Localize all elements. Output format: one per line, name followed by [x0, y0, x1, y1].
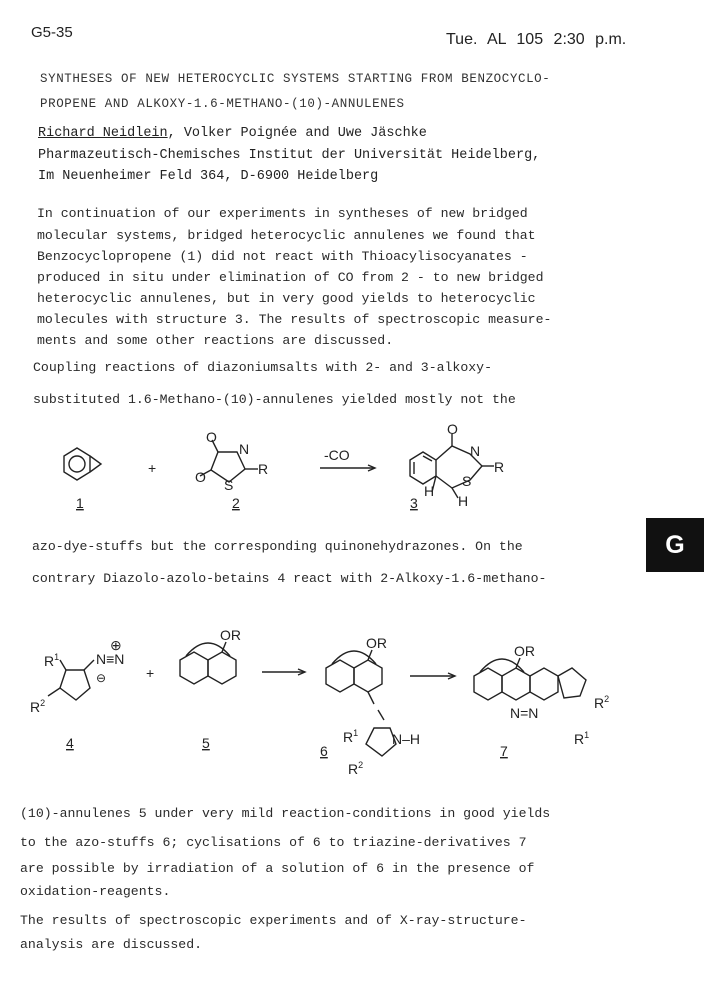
compound-number: 2 — [232, 495, 240, 511]
abstract-line: azo-dye-stuffs but the corresponding quinonehydrazones. On the — [32, 539, 523, 554]
atom-label: OR — [366, 635, 387, 651]
abstract-line: substituted 1.6-Methano-(10)-annulenes yielded mostly not the — [33, 392, 516, 407]
abstract-line: In continuation of our experiments in syntheses of new bridged — [37, 206, 528, 221]
atom-label: OR — [220, 627, 241, 643]
atom-label: $R^1$ — [574, 730, 590, 747]
section-tab: G — [646, 518, 704, 572]
presenting-author: Richard Neidlein — [38, 126, 168, 141]
plus-sign: + — [148, 460, 157, 476]
reagent-label: -CO — [324, 447, 350, 463]
abstract-line: are possible by irradiation of a solution of 6 in the presence of — [20, 861, 535, 876]
structure-triazine-product — [474, 658, 586, 700]
plus-sign: + — [146, 665, 155, 681]
abstract-line: (10)-annulenes 5 under very mild reaction-conditions in good yields — [20, 806, 551, 821]
abstract-line: analysis are discussed. — [20, 937, 203, 952]
atom-label: S — [462, 473, 472, 489]
atom-label: O — [206, 429, 217, 445]
atom-label: OR — [514, 643, 535, 659]
abstract-line: Benzocyclopropene (1) did not react with Thioacylisocyanates - — [37, 249, 528, 264]
atom-label: H — [458, 493, 469, 509]
atom-label: N — [470, 443, 481, 459]
atom-label: $R^1$ — [343, 728, 359, 745]
structure-diazolo-betaine — [48, 660, 94, 700]
abstract-line: heterocyclic annulenes, but in very good yields to heterocyclic — [37, 291, 536, 306]
abstract-line: ments and some other reactions are discussed. — [37, 333, 394, 348]
atom-label: R — [494, 459, 505, 475]
institution-line-1: Pharmazeutisch-Chemisches Institut der Universität Heidelberg, — [38, 148, 541, 163]
abstract-line: The results of spectroscopic experiments and of X-ray-structure- — [20, 913, 527, 928]
abstract-line: to the azo-stuffs 6; cyclisations of 6 to triazine-derivatives 7 — [20, 835, 527, 850]
atom-label: N=N — [510, 705, 539, 721]
atom-label: $R^2$ — [348, 760, 364, 777]
atom-label: N — [239, 441, 250, 457]
abstract-line: oxidation-reagents. — [20, 884, 171, 899]
structure-azo-compound — [326, 650, 396, 756]
abstract-line: Coupling reactions of diazoniumsalts with 2- and 3-alkoxy- — [33, 360, 492, 375]
compound-number: 1 — [76, 495, 84, 511]
atom-label: O — [195, 469, 206, 485]
abstract-line: molecular systems, bridged heterocyclic annulenes we found that — [37, 228, 536, 243]
co-authors: , Volker Poignée and Uwe Jäschke — [167, 126, 427, 141]
structure-product-3 — [410, 434, 494, 498]
charge-label: ⊕ — [110, 637, 122, 653]
atom-label: S — [224, 477, 234, 493]
structure-benzocyclopropene — [64, 448, 101, 480]
atom-label: N≡N — [96, 651, 125, 667]
compound-number: 7 — [500, 743, 508, 759]
atom-label: H — [424, 483, 435, 499]
compound-number: 4 — [66, 735, 74, 751]
institution-line-2: Im Neuenheimer Feld 364, D-6900 Heidelberg — [38, 169, 379, 184]
compound-number: 3 — [410, 495, 418, 511]
atom-label: $R^2$ — [30, 698, 46, 715]
atom-label: $R^2$ — [594, 694, 610, 711]
atom-label: O — [447, 421, 458, 437]
structure-methanoannulene — [180, 642, 236, 684]
abstract-line: molecules with structure 3. The results of spectroscopic measure- — [37, 312, 552, 327]
abstract-code: G5-35 — [31, 24, 73, 41]
reaction-scheme-1 — [0, 420, 640, 520]
structure-oxathiazolone — [200, 440, 258, 482]
atom-label: N–H — [392, 731, 421, 747]
title-line-1: SYNTHESES OF NEW HETEROCYCLIC SYSTEMS STARTING FROM BENZOCYCLO- — [40, 72, 551, 86]
atom-label: R — [258, 461, 269, 477]
abstract-line: contrary Diazolo-azolo-betains 4 react with 2-Alkoxy-1.6-methano- — [32, 571, 547, 586]
compound-number: 6 — [320, 743, 328, 759]
authors-line — [38, 126, 427, 141]
session-info: Tue. AL 105 2:30 p.m. — [446, 31, 627, 48]
charge-label: ⊖ — [96, 671, 107, 685]
compound-number: 5 — [202, 735, 210, 751]
atom-label: $R^1$ — [44, 652, 60, 669]
title-line-2: PROPENE AND ALKOXY-1.6-METHANO-(10)-ANNULENES — [40, 97, 405, 111]
abstract-line: produced in situ under elimination of CO from 2 - to new bridged — [37, 270, 544, 285]
reaction-scheme-2 — [0, 620, 640, 790]
